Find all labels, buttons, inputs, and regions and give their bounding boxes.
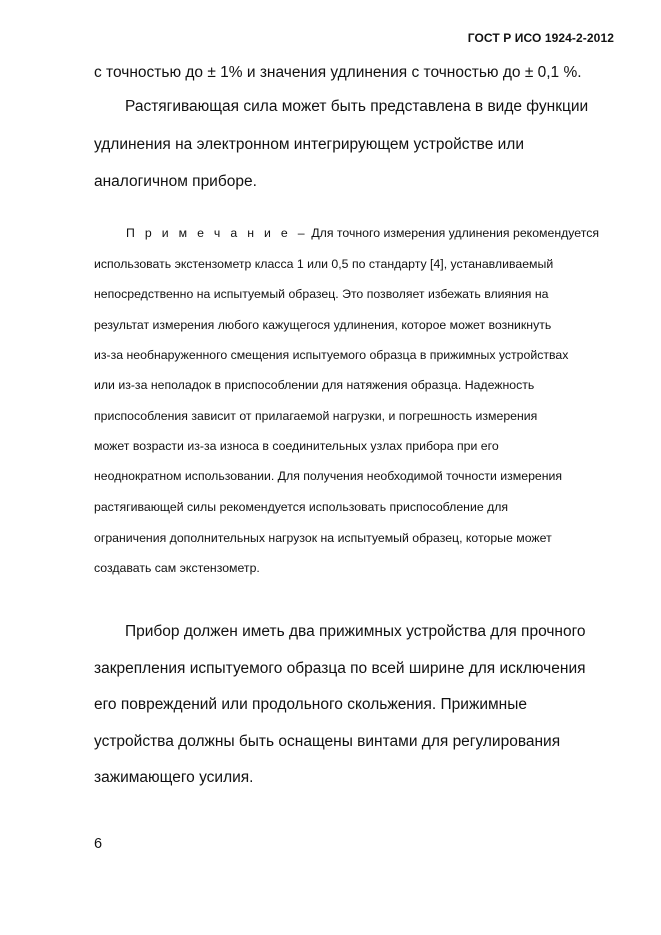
paragraph-2-line-2: удлинения на электронном интегрирующем устройстве или — [94, 136, 524, 153]
note-line-4: результат измерения любого кажущегося удлинения, которое может возникнуть — [94, 318, 552, 332]
note-line-5: из-за необнаруженного смещения испытуемого образца в прижимных устройствах — [94, 348, 569, 362]
note-label: П р и м е ч а н и е – — [126, 226, 308, 240]
note-line-11: ограничения дополнительных нагрузок на испытуемый образец, которые может — [94, 531, 552, 545]
note-line-6: или из-за неполадок в приспособлении для натяжения образца. Надежность — [94, 378, 535, 392]
paragraph-3-line-1: Прибор должен иметь два прижимных устройства для прочного — [125, 623, 586, 640]
note-line-1: Для точного измерения удлинения рекомендуется — [311, 226, 600, 240]
note-line-9: неоднократном использовании. Для получения необходимой точности измерения — [94, 469, 563, 483]
note-line-8: может возрасти из-за износа в соединительных узлах прибора при его — [94, 439, 499, 453]
paragraph-3-line-5: зажимающего усилия. — [94, 769, 254, 786]
paragraph-2-line-3: аналогичном приборе. — [94, 173, 257, 190]
page-number: 6 — [94, 836, 103, 852]
note-line-10: растягивающей силы рекомендуется использовать приспособление для — [94, 500, 509, 514]
note-line-3: непосредственно на испытуемый образец. Это позволяет избежать влияния на — [94, 287, 549, 301]
note-first-line — [126, 226, 599, 240]
paragraph-3-line-3: его повреждений или продольного скольжения. Прижимные — [94, 696, 527, 713]
paragraph-3-line-4: устройства должны быть оснащены винтами для регулирования — [94, 733, 561, 750]
paragraph-3-line-2: закрепления испытуемого образца по всей ширине для исключения — [94, 660, 586, 677]
paragraph-2-line-1: Растягивающая сила может быть представлена в виде функции — [125, 98, 589, 115]
paragraph-1-line-1: с точностью до ± 1% и значения удлинения с точностью до ± 0,1 %. — [94, 64, 582, 81]
standard-header: ГОСТ Р ИСО 1924-2-2012 — [467, 31, 614, 45]
note-line-2: использовать экстензометр класса 1 или 0,5 по стандарту [4], устанавливаемый — [94, 257, 554, 271]
note-line-7: приспособления зависит от прилагаемой нагрузки, и погрешность измерения — [94, 409, 538, 423]
note-line-12: создавать сам экстензометр. — [94, 561, 260, 575]
